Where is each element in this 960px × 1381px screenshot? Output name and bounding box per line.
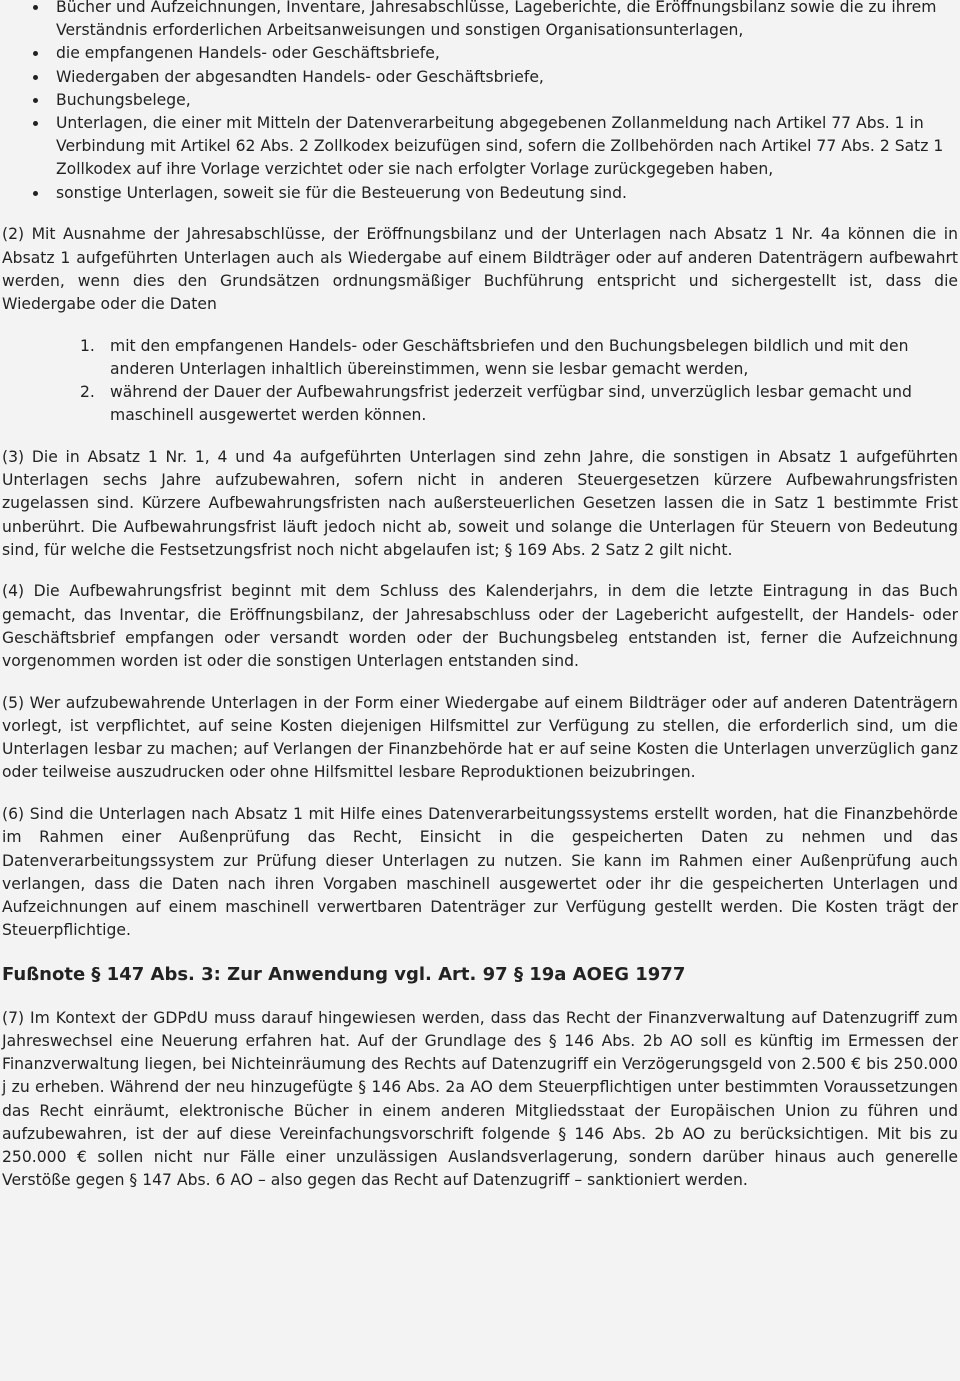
paragraph-6: (6) Sind die Unterlagen nach Absatz 1 mit Hilfe eines Datenverarbeitungssystems erstellt worden, hat die Finanzbehörde im Rahmen einer Außenprüfung das Recht, Einsicht in die gespeicherten Daten zu nehmen und das Datenverarbeitungssystem zur Prüfung dieser Unterlagen zu nutzen. Sie kann im Rahmen einer Außenprüfung auch verlangen, dass die Daten nach ihren Vorgaben maschinell ausgewertet oder ihr die gespeicherten Unterlagen und Aufzeichnungen auf einem maschinell verwertbaren Datenträger zur Verfügung gestellt werden. Die Kosten trägt der Steuerpflichtige. <box>2 805 958 940</box>
footnote-heading: Fußnote § 147 Abs. 3: Zur Anwendung vgl. Art. 97 § 19a AOEG 1977 <box>2 964 686 986</box>
item-text: mit den empfangenen Handels- oder Geschäftsbriefen und den Buchungsbelegen bildlich und mit den anderen Unterlagen inhaltlich übereinstimmen, wenn sie lesbar gemacht werden, <box>110 336 909 378</box>
paragraph-7: (7) Im Kontext der GDPdU muss darauf hingewiesen werden, dass das Recht der Finanzverwaltung auf Datenzugriff zum Jahreswechsel eine Neuerung erfahren hat. Auf der Grundlage des § 146 Abs. 2b AO soll es künftig im Ermessen der Finanzverwaltung liegen, bei Nichteinräumung des Rechts auf Datenzugriff ein Verzögerungsgeld von 2.500 € bis 250.000 j zu erheben. Während der neu hinzugefügte § 146 Abs. 2a AO dem Steuerpflichtigen unter bestimmten Voraussetzungen das Recht einräumt, elektronische Bücher in einem anderen Mitgliedsstaat der Europäischen Union zu führen und aufzubewahren, ist der auf diese Vereinfachungsvorschrift folgende § 146 Abs. 2b AO zu berücksichtigen. Mit bis zu 250.000 € sollen nicht nur Fälle einer unzulässigen Auslandsverlagerung, sondern darüber hinaus auch generelle Verstöße gegen § 147 Abs. 6 AO – also gegen das Recht auf Datenzugriff – sanktioniert werden. <box>2 1008 958 1190</box>
document-list <box>0 0 960 205</box>
list-item: die empfangenen Handels- oder Geschäftsbriefe, <box>56 42 960 65</box>
list-item: sonstige Unterlagen, soweit sie für die Besteuerung von Bedeutung sind. <box>56 182 960 205</box>
list-item: Bücher und Aufzeichnungen, Inventare, Jahresabschlüsse, Lageberichte, die Eröffnungsbilanz sowie die zu ihrem Verständnis erforderlichen Arbeitsanweisungen und sonstigen Organisationsunterlagen, <box>56 0 960 42</box>
item-number: 1. <box>80 336 95 355</box>
paragraph-4: (4) Die Aufbewahrungsfrist beginnt mit dem Schluss des Kalenderjahrs, in dem die letzte Eintragung in das Buch gemacht, das Inventar, die Eröffnungsbilanz, der Jahresabschluss oder der Lagebericht aufgestellt, der Handels- oder Geschäftsbrief empfangen oder versandt worden oder der Buchungsbeleg entstanden ist, ferner die Aufzeichnung vorgenommen worden ist oder die sonstigen Unterlagen entstanden sind. <box>2 582 958 671</box>
paragraph-5: (5) Wer aufzubewahrende Unterlagen in der Form einer Wiedergabe auf einem Bildträger oder auf anderen Datenträgern vorlegt, ist verpflichtet, auf seine Kosten diejenigen Hilfsmittel zur Verfügung zu stellen, die erforderlich sind, um die Unterlagen lesbar zu machen; auf Verlangen der Finanzbehörde hat er auf seine Kosten die Unterlagen unverzüglich ganz oder teilweise auszudrucken oder ohne Hilfsmittel lesbare Reproduktionen beizubringen. <box>2 693 958 782</box>
item-number: 2. <box>80 383 95 402</box>
item-text: während der Dauer der Aufbewahrungsfrist jederzeit verfügbar sind, unverzüglich lesbar gemacht und maschinell ausgewertet werden können. <box>110 383 912 425</box>
list-item: Unterlagen, die einer mit Mitteln der Datenverarbeitung abgegebenen Zollanmeldung nach Artikel 77 Abs. 1 in Verbindung mit Artikel 62 Abs. 2 Zollkodex beizufügen sind, sofern die Zollbehörden nach Artikel 77 Abs. 2 Satz 1 Zollkodex auf ihre Vorlage verzichtet oder sie nach erfolgter Vorlage zurückgegeben haben, <box>56 112 960 182</box>
list-item: Buchungsbelege, <box>56 89 960 112</box>
paragraph-3: (3) Die in Absatz 1 Nr. 1, 4 und 4a aufgeführten Unterlagen sind zehn Jahre, die sonstigen in Absatz 1 aufgeführten Unterlagen sechs Jahre aufzubewahren, sofern nicht in anderen Steuergesetzen kürzere Aufbewahrungsfristen zugelassen sind. Kürzere Aufbewahrungsfristen nach außersteuerlichen Gesetzen lassen die in Satz 1 bestimmte Frist unberührt. Die Aufbewahrungsfrist läuft jedoch nicht ab, soweit und solange die Unterlagen für Steuern von Bedeutung sind, für welche die Festsetzungsfrist noch nicht abgelaufen ist; § 169 Abs. 2 Satz 2 gilt nicht. <box>2 447 958 559</box>
paragraph-2: (2) Mit Ausnahme der Jahresabschlüsse, der Eröffnungsbilanz und der Unterlagen nach Absatz 1 Nr. 4a können die in Absatz 1 aufgeführten Unterlagen auch als Wiedergabe auf einem Bildträger oder auf anderen Datenträgern aufbewahrt werden, wenn dies den Grundsätzen ordnungsmäßiger Buchführung entspricht und sichergestellt ist, dass die Wiedergabe oder die Daten <box>2 225 958 313</box>
numbered-item <box>80 335 960 381</box>
numbered-item <box>80 381 960 427</box>
list-item: Wiedergaben der abgesandten Handels- oder Geschäftsbriefe, <box>56 66 960 89</box>
numbered-list <box>0 335 960 428</box>
